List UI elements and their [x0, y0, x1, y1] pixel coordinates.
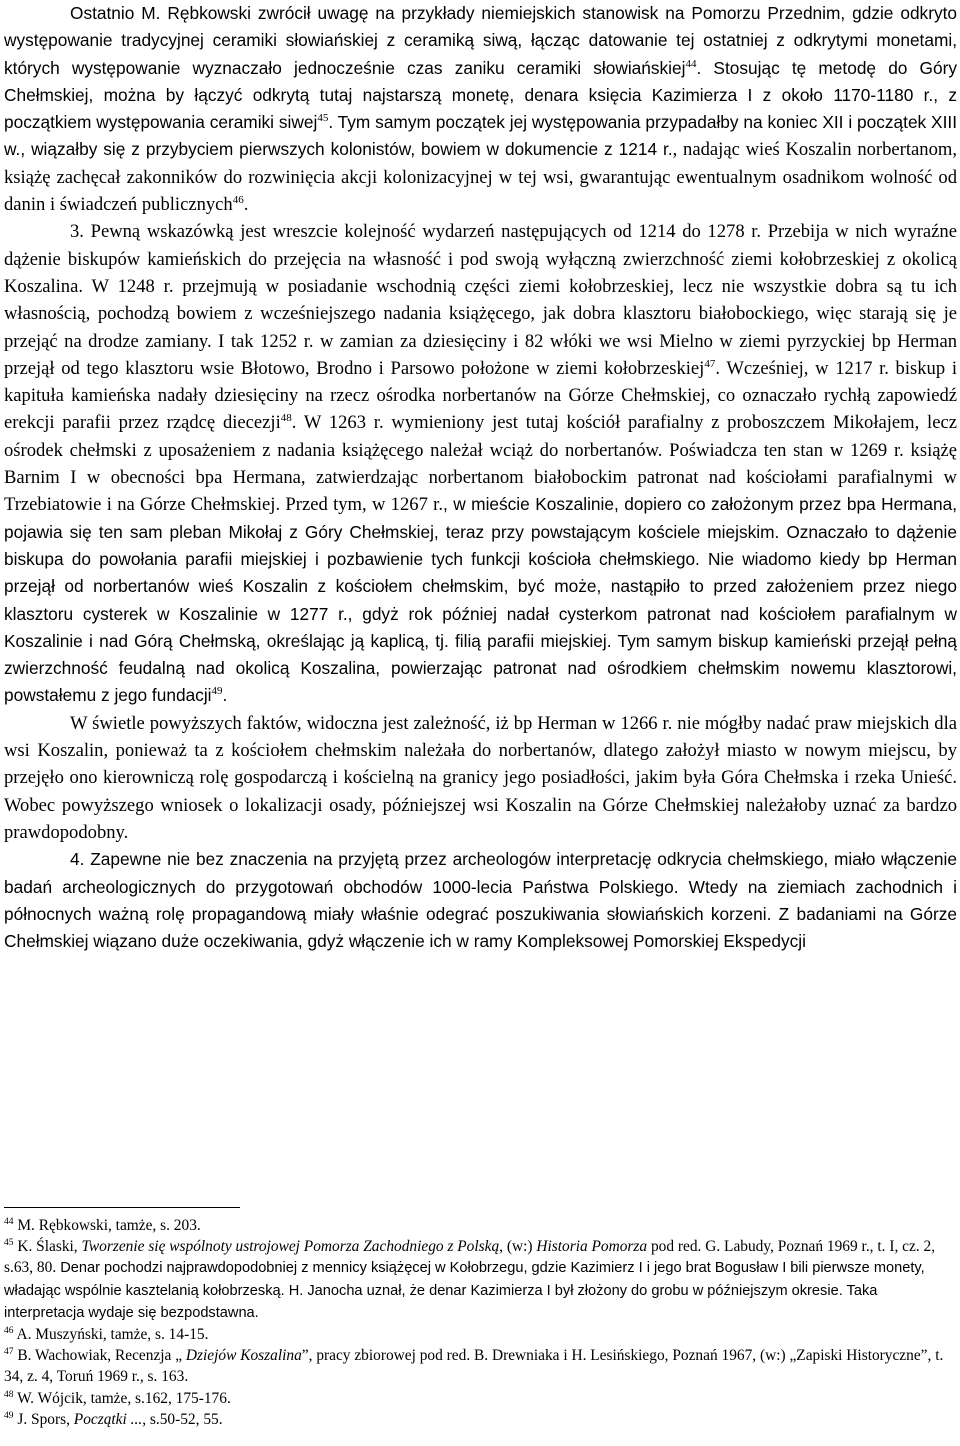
footnote-number: 48 [4, 1389, 14, 1400]
footnote-title: Początki ... [73, 1410, 143, 1428]
footnote-number: 46 [4, 1326, 14, 1337]
paragraph-2 [4, 218, 957, 709]
paragraph-4 [4, 846, 957, 955]
footnote-number: 49 [4, 1410, 14, 1421]
footnote-text: M. Rębkowski, tamże, s. 203. [13, 1217, 201, 1234]
footnote-text: B. Wachowiak, Recenzja „ [13, 1347, 186, 1365]
footnotes [4, 1215, 956, 1430]
footnote-ref-47[interactable]: 47 [704, 357, 716, 370]
footnote-number: 45 [4, 1238, 14, 1249]
text-run: Ostatnio M. Rębkowski zwrócił uwagę na przykłady niemiejskich stanowisk na Pomorzu Przednim, gdzie odkryto występowanie tradycyjnej ceramiki słowiańskiej z ceramiką siwą, łącząc datowanie tej ostatniej z odkrytymi monetami, których występowanie wyznaczało jednocześnie czas zaniku ceramiki słowiańskiej [4, 3, 957, 78]
footnote-text: pod red. G. Labudy, Poznań 1969 r., t. I, cz. 2, s.63, 80. [4, 1238, 936, 1277]
footnote-separator [4, 1207, 240, 1208]
text-run: . Wcześniej, w 1217 r. biskup i kapituła kamieńska nadały dziesięciny na rzecz ośrodka norbertanów na Górze Chełmskiej, co oznaczało rychłą zapowiedź erekcji parafii przez rządcę diecezji [4, 357, 957, 434]
footnote-title: Tworzenie się wspólnoty ustrojowej Pomorza Zachodniego z Polską [81, 1238, 500, 1256]
footnote-text: W. Wójcik, tamże, s.162, 175-176. [13, 1389, 231, 1407]
text-run: , z początkiem występowania ceramiki siwej [4, 84, 957, 133]
text-run: . Stosując tę metodę do Góry Chełmskiej, można by łączyć odkrytą tutaj najstarszą monetę, denara księcia Kazimierza I z około 1170-1180 r. [4, 57, 958, 105]
footnote-ref-44[interactable]: 44 [685, 57, 697, 70]
footnote-text: Denar pochodzi najprawdopodobniej z mennicy książęcej w Kołobrzegu, gdzie Kazimierz I i jego brat Bogusław I bili pierwsze monety, władając wspólnie kasztelanią kołobrzeską. H. Janocha uznał, że denar Kazimierza I był złożony do grobu w późniejszym okresie. Taka interpretacja wydaje się bezpodstawna. [4, 1260, 925, 1321]
footnote-number: 44 [4, 1217, 14, 1227]
footnote-text: J. Spors, [13, 1410, 74, 1428]
text-run: . W 1263 r. wymieniony jest tutaj kościół parafialny z proboszczem Mikołajem, lecz ośrodek chełmski z uposażeniem z nadania książęcego należał wciąż do norbertanów. Poświadcza ten stan w 1269 r. książę Barnim I w obecności bpa Hermana, zatwierdzając norbertanom białobockim patronat nad kościołami parafialnymi w Trzebiatowie i na Górze Chełmskiej. Przed tym, w 1267 r. [4, 412, 957, 516]
footnote-number: 47 [4, 1347, 14, 1358]
footnote-title: Historia Pomorza [536, 1238, 648, 1256]
footnote-48 [4, 1388, 956, 1409]
footnote-title: Dziejów Koszalina [185, 1347, 302, 1365]
paragraph-3 [4, 710, 957, 846]
footnote-text: ”, pracy zbiorowej pod red. B. Drewniaka i H. Lesińskiego, Poznań 1967, (w:) „Zapiski Historyczne”, t. 34, z. 4, Toruń 1969 r., s. 163. [4, 1347, 944, 1386]
footnote-text: K. Ślaski, [13, 1238, 82, 1256]
footnote-ref-45[interactable]: 45 [317, 112, 329, 125]
section-number: 3. [70, 221, 84, 243]
footnote-ref-48[interactable]: 48 [280, 412, 292, 425]
text-run: . Tym samym początek jej występowania przypadałby na koniec XII i początek XIII w. [4, 112, 957, 160]
footnote-ref-46[interactable]: 46 [232, 194, 244, 207]
paragraph-1 [4, 0, 957, 218]
footnote-ref-49[interactable]: 49 [211, 685, 223, 698]
text-run: , nadając wieś Koszalin norbertanom, książę zachęcał zakonników do rozwinięcia akcji kolonizacyjnej w tej wsi, gwarantując ewentualnym osadnikom wolność od danin i świadczeń publicznych [4, 139, 957, 216]
text-run: Zapewne nie bez znaczenia na przyjętą przez archeologów interpretację odkrycia chełmskiego, miało włączenie badań archeologicznych do przygotowań obchodów 1000-lecia Państwa Polskiego. Wtedy na ziemiach zachodnich i północnych ważną rolę propagandową miały właśnie odegrać poszukiwania słowiańskich korzeni. Z badaniami na Górze Chełmskiej wiązano duże oczekiwania, gdyż włączenie ich w ramy Kompleksowej Pomorskiej Ekspedycji [4, 849, 957, 952]
footnote-text: , s.50-52, 55. [142, 1410, 223, 1428]
text-run: Pewną wskazówką jest wreszcie kolejność wydarzeń następujących od 1214 do 1278 r. Przebija w nich wyraźne dążenie biskupów kamieńskich do przejęcia na własność i pod swoją wyłączną zwierzchność ziemi kołobrzeskiej z okolicą Koszalina. W 1248 r. przejmują w posiadanie wschodnią części ziemi kołobrzeskiej, lecz nie wszystkie dobra są tu ich własnością, pochodzą bowiem z wcześniejszego nadania książęcego, jak dobra klasztoru białobockiego, więc starają się je przejąć na drodze zamiany. I tak 1252 r. w zamian za dziesięciny i 82 włóki we wsi Mielno w ziemi pyrzyckiej bp Herman przejął od tego klasztoru wsie Błotowo, Brodno i Parsowo położone w ziemi kołobrzeskiej [4, 221, 957, 379]
text-run: W świetle powyższych faktów, widoczna jest zależność, iż bp Herman w 1266 r. nie mógłby nadać praw miejskich dla wsi Koszalin, ponieważ ta z kościołem chełmskim należała do norbertanów, dlatego założył miasto w nowym miejscu, by przejęło ono kierowniczą rolę gospodarczą i kościelną na granicy jego posiadłości, jakim była Góra Chełmska i rzeka Unieść. Wobec powyższego wniosek o lokalizacji osady, późniejszej wsi Koszalin na Górze Chełmskiej należałoby uznać za bardzo prawdopodobny. [4, 712, 957, 843]
main-text [4, 0, 957, 955]
text-run: . [222, 685, 228, 706]
text-run: , wiązałby się z przybyciem pierwszych kolonistów, bowiem w dokumencie z 1214 r. [20, 139, 673, 160]
section-number: 4. [70, 849, 85, 870]
footnote-46 [4, 1324, 956, 1345]
footnote-44 [4, 1215, 956, 1236]
text-run: , w mieście Koszalinie, dopiero co założonym przez bpa Hermana, pojawia się ten sam pleban Mikołaj z Góry Chełmskiej, teraz przy powstającym kościele miejskim. Oznaczało to dążenie biskupa do powołania parafii miejskiej i pozbawienie tych funkcji kościoła chełmskiego. Nie wiadomo kiedy bp Herman przejął od norbertanów wieś Koszalin z kościołem chełmskim, być może, nastąpiło to przed założeniem przez niego klasztoru cysterek w Koszalinie w 1277 r., gdyż rok później nadał cysterkom patronat nad kościołem parafialnym w Koszalinie i nad Górą Chełmską, określając ją kaplicą, tj. filią parafii miejskiej. Tym samym biskup kamieński przejął pełną zwierzchność feudalną nad okolicą Koszalina, powierzając patronat nad ośrodkiem chełmskim nowemu klasztorowi, powstałemu z jego fundacji [4, 494, 957, 706]
footnote-47 [4, 1345, 956, 1387]
footnote-49 [4, 1409, 956, 1430]
footnote-text: A. Muszyński, tamże, s. 14-15. [13, 1326, 209, 1344]
footnote-text: , (w:) [499, 1238, 537, 1256]
footnote-45 [4, 1236, 956, 1324]
text-run: . [243, 194, 249, 216]
